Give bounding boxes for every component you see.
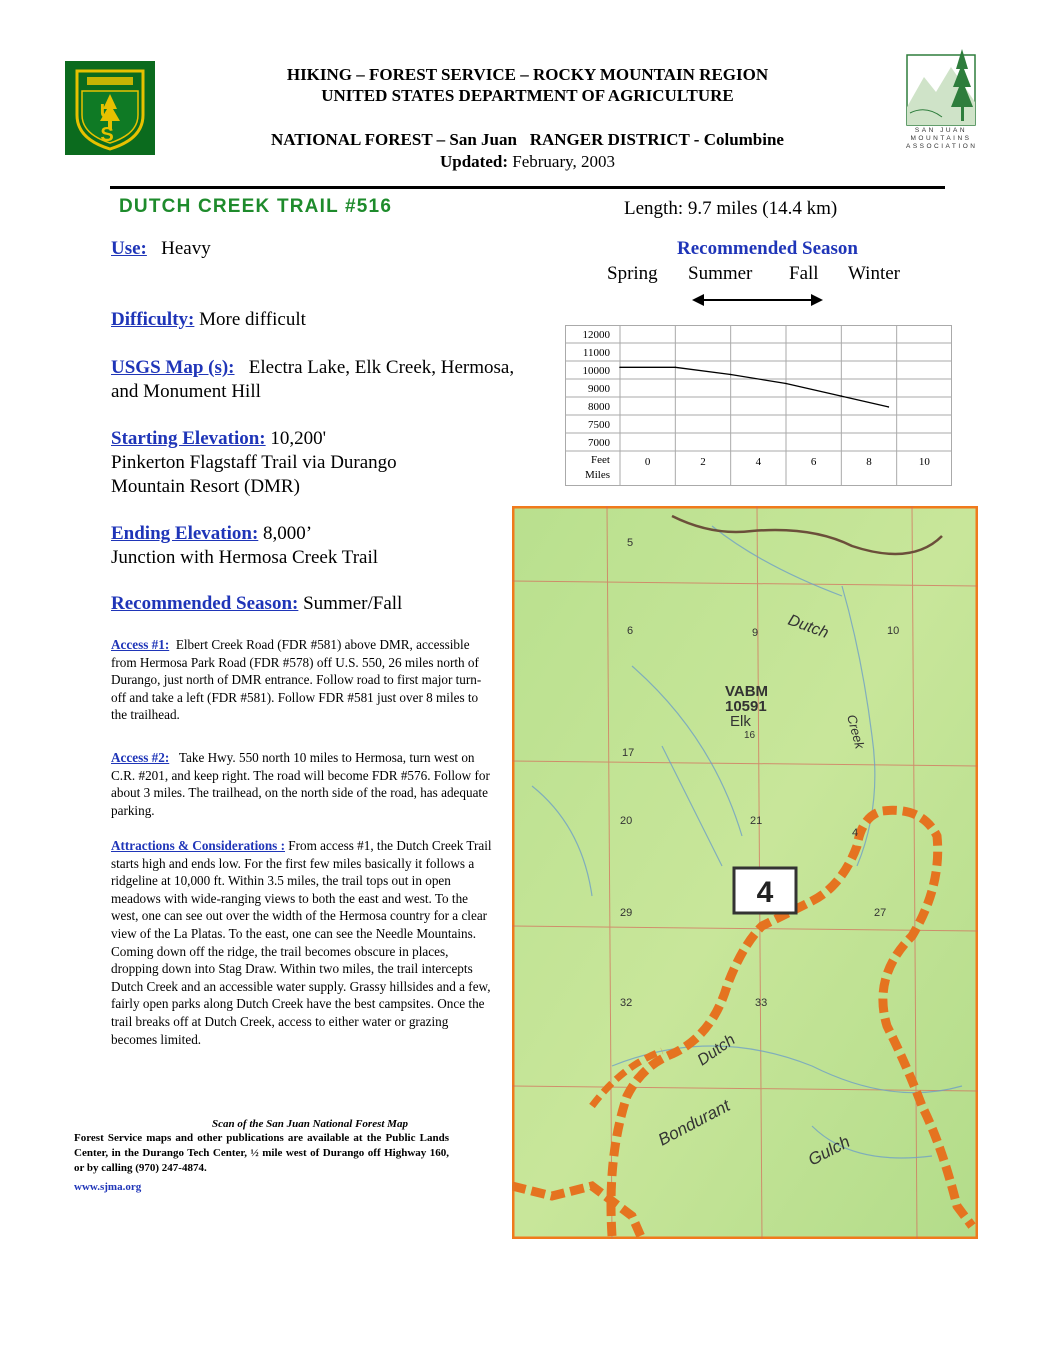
header-rule — [110, 186, 945, 189]
mountain-tree-icon — [906, 47, 976, 127]
trail-title: DUTCH CREEK TRAIL #516 — [119, 196, 393, 217]
usgs-label: USGS Map (s): — [111, 357, 235, 378]
season-winter: Winter — [848, 263, 900, 284]
usgs-value-2: and Monument Hill — [111, 381, 261, 402]
map-label-section-20: 20 — [620, 815, 633, 827]
chart-x-tick-label: 8 — [866, 456, 872, 468]
chart-x-tick-label: 6 — [810, 456, 817, 468]
attractions-text: From access #1, the Dutch Creek Trail starts high and ends low. For the first few miles basically it follows a ridgeline at 10,000 ft. Within 3.5 miles, the trail tops out in open meadows with wide-ranging views to both the east and west. To the west, one can see out over the width of the Hermosa country for a clear view of the La Platas. To the east, one can see the Needle Mountains. Coming down off the ridge, the trail becomes obscure in places, dropping down into Stag Draw. Within two miles, the trail intercepts Dutch Creek and an accessible water supply. Grassy hillsides and a few, fairly open parks along Dutch Creek have the best campsites. Once the trail breaks off at Dutch Creek, access to either water or grazing becomes limited. — [111, 838, 492, 1047]
map-label-section-21: 21 — [750, 815, 763, 827]
season-spring: Spring — [607, 263, 658, 284]
map-label-section-6: 6 — [627, 625, 634, 637]
difficulty-row — [111, 308, 306, 332]
forest-value: San Juan — [449, 130, 517, 149]
access-2 — [111, 749, 496, 819]
access-1-text: Elbert Creek Road (FDR #581) above DMR, accessible from Hermosa Park Road (FDR #578) off U.S. 550, 26 miles north of Durango, just north of DMR entrance. Follow road to first major turn-off and take a left (FDR #581). Follow FDR #581 just over 8 miles to the trailhead. — [111, 637, 482, 723]
sjma-logo — [906, 47, 976, 159]
start-desc-2: Mountain Resort (DMR) — [111, 476, 300, 497]
usfs-logo — [65, 61, 155, 155]
chart-x-axis-label: Miles — [584, 469, 610, 481]
elevation-point — [841, 395, 843, 397]
map-label-section-5: 5 — [627, 537, 634, 549]
trail-number: 4 — [756, 876, 774, 909]
end-elevation-row — [111, 522, 511, 570]
map-label-elevation: 10591 — [725, 698, 767, 715]
map-label-elk: Elk — [730, 713, 751, 730]
access-2-text: Take Hwy. 550 north 10 miles to Hermosa, turn west on C.R. #201, and keep right. The road will become FDR #576. Follow for about 3 miles. The trailhead, on the north side of the road, has adequate parking. — [111, 750, 490, 818]
map-caption: Scan of the San Juan National Forest Map — [212, 1118, 408, 1130]
map-label-section-27: 27 — [874, 907, 887, 919]
chart-y-tick-label: 8000 — [588, 401, 610, 413]
difficulty-value: More difficult — [199, 309, 306, 330]
attractions-label: Attractions & Considerations : — [111, 838, 285, 853]
chart-y-axis-label: Feet — [591, 454, 610, 466]
elevation-profile-chart — [565, 325, 952, 486]
chart-x-tick-label: 2 — [700, 456, 706, 468]
map-label-section-9: 9 — [752, 627, 759, 639]
start-desc-1: Pinkerton Flagstaff Trail via Durango — [111, 452, 397, 473]
season-box-title: Recommended Season — [676, 238, 859, 259]
season-fall: Fall — [789, 263, 819, 284]
season-row — [111, 592, 402, 616]
district-label: RANGER DISTRICT - — [529, 130, 700, 149]
chart-x-tick-label: 0 — [644, 456, 651, 468]
usgs-value-1: Electra Lake, Elk Creek, Hermosa, — [248, 357, 515, 378]
district-value: Columbine — [703, 130, 784, 149]
chart-y-tick-label: 7000 — [588, 437, 610, 449]
end-label: Ending Elevation: — [111, 523, 259, 544]
map-label-vabm: VABM — [725, 683, 769, 700]
footer-text: Forest Service maps and other publications are available at the Public Lands Center, in the Durango Tech Center, ½ mile west of Durango off Highway 160, or by calling (970) 247-4874. — [74, 1132, 449, 1174]
usgs-row — [111, 356, 561, 404]
chart-x-tick-label: 10 — [918, 456, 930, 468]
map-label-section-17: 17 — [622, 747, 635, 759]
map-label-section-4: 4 — [852, 827, 859, 839]
end-desc: Junction with Hermosa Creek Trail — [111, 547, 379, 568]
chart-y-tick-label: 12000 — [582, 329, 610, 341]
attractions — [111, 837, 496, 1048]
start-label: Starting Elevation: — [111, 428, 266, 449]
use-value: Heavy — [161, 238, 211, 259]
season-summer: Summer — [688, 263, 753, 284]
chart-y-tick-label: 11000 — [582, 347, 610, 359]
end-value: 8,000’ — [263, 523, 313, 544]
elevation-point — [730, 374, 732, 376]
header-line-1: HIKING – FOREST SERVICE – ROCKY MOUNTAIN REGION — [286, 65, 769, 84]
elevation-point — [888, 406, 890, 408]
access-1-label: Access #1: — [111, 637, 170, 652]
season-label: Recommended Season: — [111, 593, 299, 614]
elevation-point — [675, 367, 677, 369]
map-label-bondurant: Bondurant — [654, 1095, 734, 1150]
map-label-dutch-creek: Dutch — [785, 611, 831, 643]
chart-x-tick-label: 4 — [755, 456, 762, 468]
chart-y-tick-label: 10000 — [582, 365, 610, 377]
map-label-creek: Creek — [844, 712, 868, 751]
updated-value: February, 2003 — [512, 152, 616, 171]
map-label-section-32: 32 — [620, 997, 633, 1009]
use-row — [111, 237, 211, 261]
map-label-dutch-lower: Dutch — [694, 1031, 739, 1070]
forest-district-line — [230, 130, 825, 150]
map-label-section-29: 29 — [620, 907, 633, 919]
season-range-arrow — [690, 290, 825, 310]
trail-map — [512, 506, 978, 1239]
trail-length: Length: 9.7 miles (14.4 km) — [624, 198, 838, 219]
sjma-text: SAN JUAN MOUNTAINS ASSOCIATION — [906, 127, 978, 150]
map-label-section-10: 10 — [887, 625, 900, 637]
chart-y-tick-label: 7500 — [588, 419, 610, 431]
start-value: 10,200' — [270, 428, 327, 449]
header-line-2: UNITED STATES DEPARTMENT OF AGRICULTURE — [321, 86, 734, 105]
season-value: Summer/Fall — [303, 593, 403, 614]
elevation-point — [785, 383, 787, 385]
map-label-gulch: Gulch — [804, 1131, 854, 1170]
updated-label: Updated: — [439, 152, 508, 171]
access-2-label: Access #2: — [111, 750, 170, 765]
map-label-section-16: 16 — [744, 730, 756, 741]
forest-label: NATIONAL FOREST – — [271, 130, 446, 149]
updated-line — [230, 152, 825, 172]
start-elevation-row — [111, 427, 511, 499]
website-link[interactable]: www.sjma.org — [74, 1181, 142, 1193]
access-1 — [111, 636, 496, 724]
elevation-point — [619, 367, 621, 369]
difficulty-label: Difficulty: — [111, 309, 195, 330]
use-label: Use: — [111, 238, 147, 259]
chart-y-tick-label: 9000 — [588, 383, 610, 395]
map-label-section-33: 33 — [755, 997, 768, 1009]
usfs-letters: U S — [99, 101, 141, 146]
